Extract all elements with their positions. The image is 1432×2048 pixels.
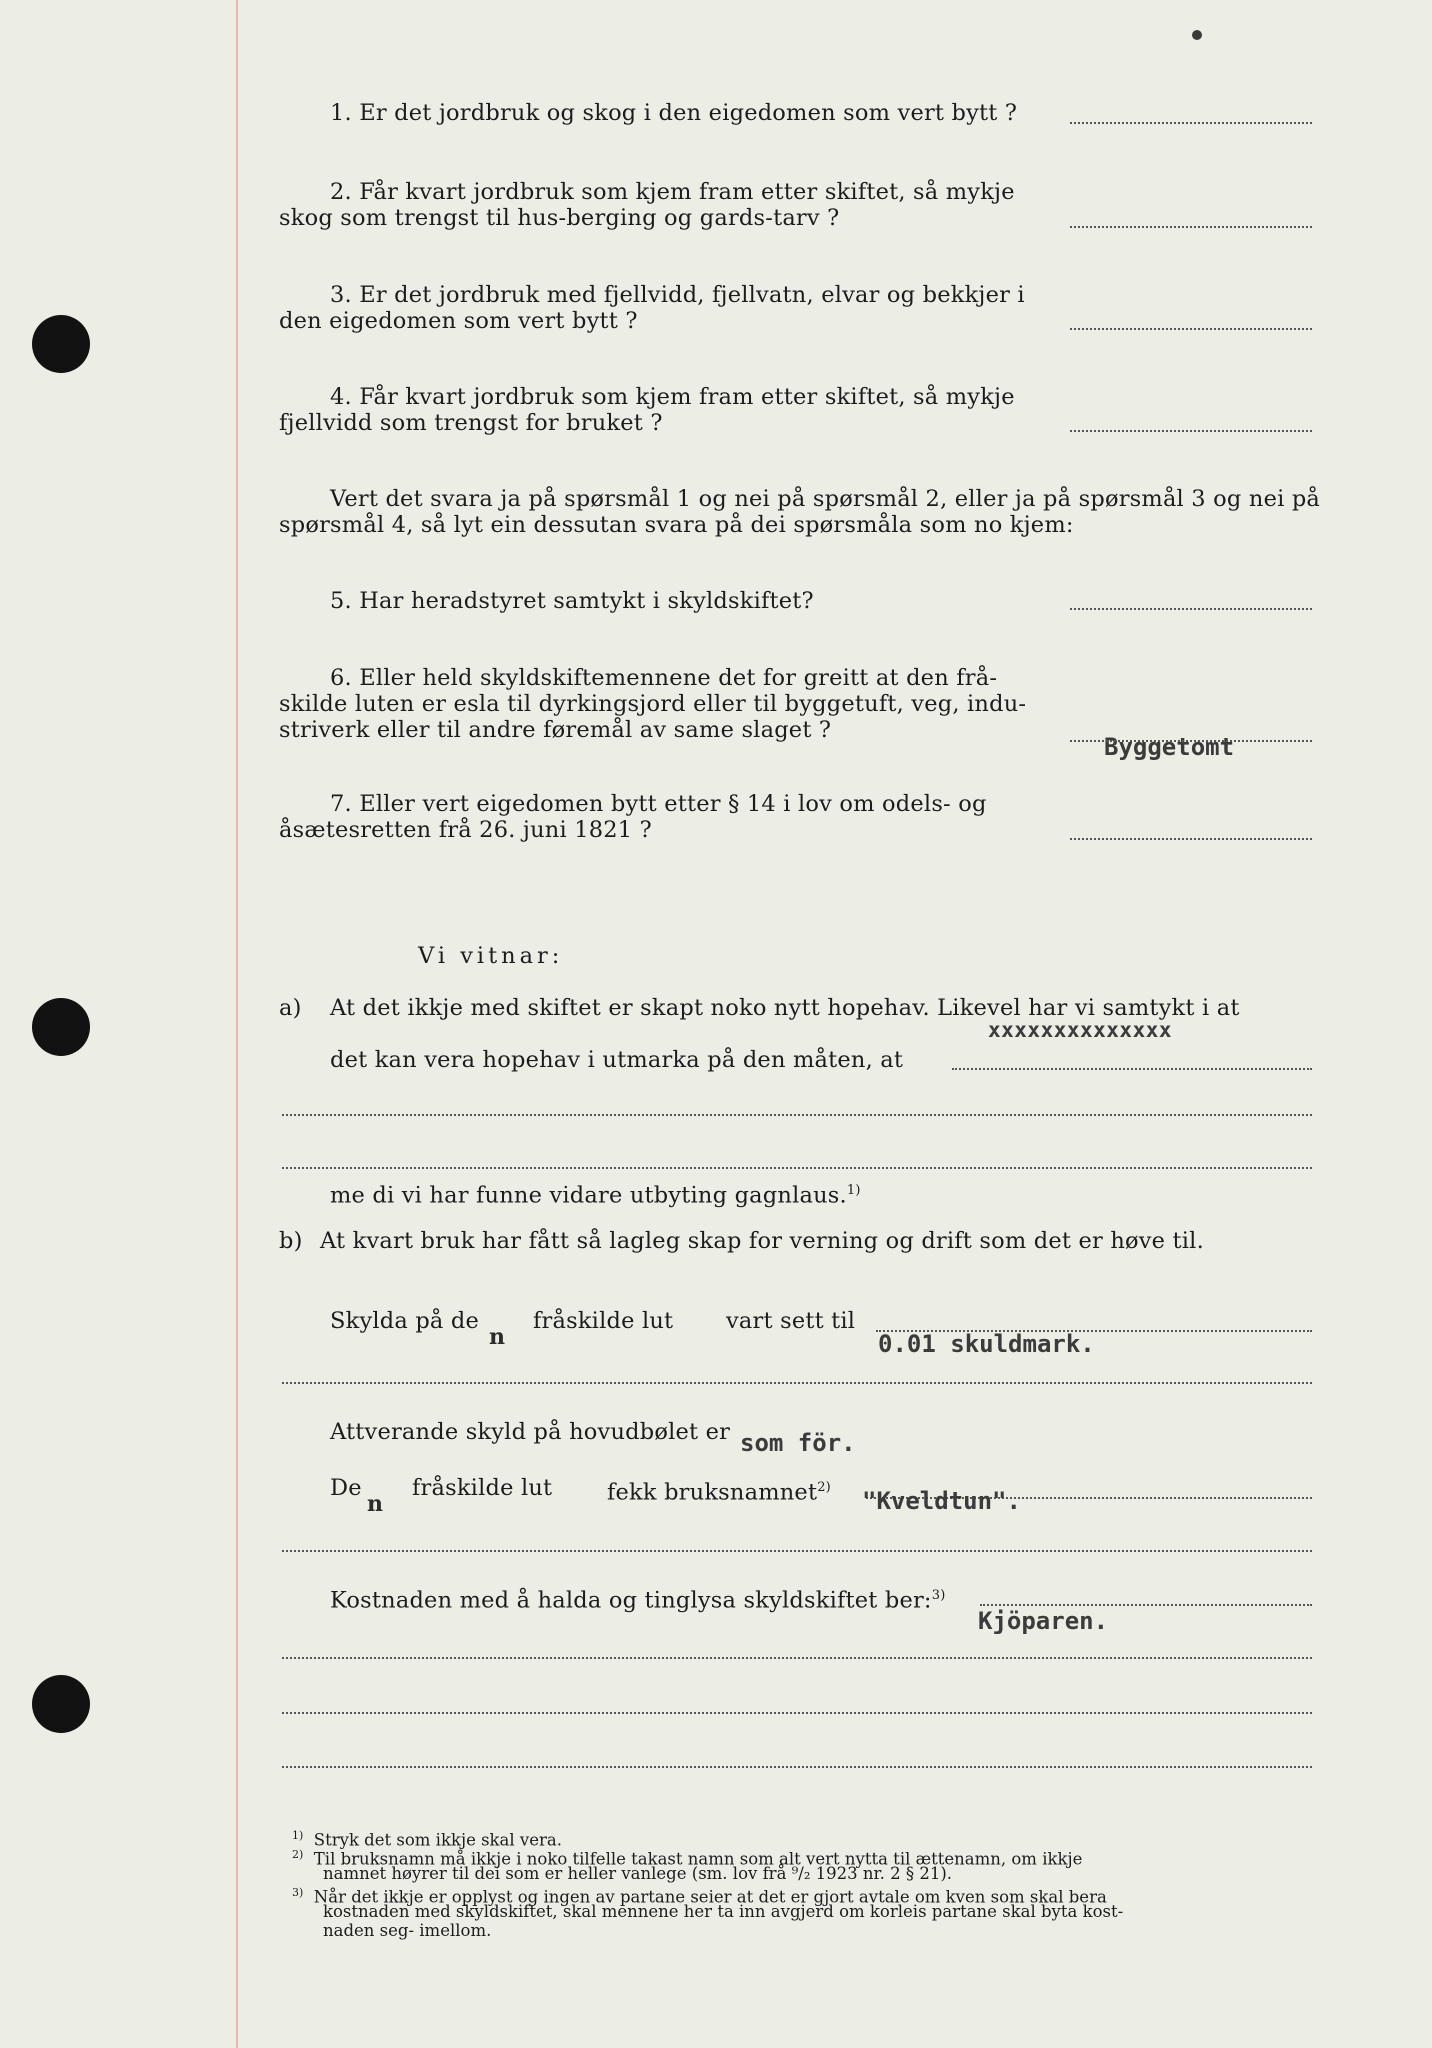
- bruksnamn-label-post-text: fekk bruksnamnet: [607, 1479, 818, 1506]
- footnote-3-text-1: Når det ikkje er opplyst og ingen av partane seier at det er gjort avtale om kven som skal bera: [313, 1887, 1107, 1907]
- answer-line-q1[interactable]: [1070, 122, 1312, 124]
- bruksnamn-label-pre: De: [330, 1475, 362, 1501]
- fill-line-bruksnamn-2[interactable]: [282, 1550, 1312, 1552]
- question-6-line-3: striverk eller til andre føremål av same slaget ?: [279, 717, 832, 743]
- answer-q6-value: Byggetomt: [1104, 733, 1235, 761]
- punch-hole-bottom: [32, 1675, 90, 1733]
- ink-speck: [1192, 30, 1202, 40]
- skylda-label-mid: fråskilde lut: [533, 1308, 674, 1334]
- fill-line-kostnad-3[interactable]: [282, 1712, 1312, 1714]
- witness-b-label: b): [279, 1228, 303, 1254]
- question-2-line-2: skog som trengst til hus-berging og gards-tarv ?: [279, 205, 840, 231]
- footnote-3-line-3: naden seg- imellom.: [323, 1921, 492, 1940]
- footnote-2-mark: 2): [292, 1848, 304, 1861]
- answer-line-q6[interactable]: [1070, 740, 1312, 742]
- skylda-label-post: vart sett til: [726, 1308, 856, 1334]
- answer-line-q3[interactable]: [1070, 328, 1312, 330]
- answer-line-q5[interactable]: [1070, 608, 1312, 610]
- fill-line-kostnad[interactable]: [980, 1604, 1312, 1606]
- question-7-line-2: åsætesretten frå 26. juni 1821 ?: [279, 817, 652, 843]
- answer-line-q4[interactable]: [1070, 430, 1312, 432]
- witness-a-line-3: [330, 1178, 861, 1209]
- kostnad-label: [330, 1583, 945, 1614]
- footnote-1-mark: 1): [292, 1829, 304, 1842]
- fill-line-hopehav-1[interactable]: [952, 1068, 1312, 1070]
- fill-line-hopehav-2[interactable]: [282, 1114, 1312, 1116]
- witness-b-line-1: At kvart bruk har fått så lagleg skap for verning og drift som det er høve til.: [320, 1228, 1204, 1254]
- intro-line-2: spørsmål 4, så lyt ein dessutan svara på dei spørsmåla som no kjem:: [279, 512, 1074, 538]
- question-6-line-2: skilde luten er esla til dyrkingsjord eller til byggetuft, veg, indu-: [279, 691, 1027, 717]
- fill-line-hopehav-3[interactable]: [282, 1167, 1312, 1169]
- fill-line-kostnad-4[interactable]: [282, 1766, 1312, 1768]
- answer-line-q2[interactable]: [1070, 226, 1312, 228]
- footnote-ref-3: 3): [931, 1588, 946, 1603]
- footnote-1-text: Stryk det som ikkje skal vera.: [313, 1830, 562, 1850]
- question-4-line-2: fjellvidd som trengst for bruket ?: [279, 410, 663, 436]
- question-4-line-1: 4. Får kvart jordbruk som kjem fram etter skiftet, så mykje: [330, 384, 1015, 410]
- witness-a-line-2: det kan vera hopehav i utmarka på den måten, at: [330, 1047, 904, 1073]
- fill-line-skylda-2[interactable]: [282, 1382, 1312, 1384]
- question-1: 1. Er det jordbruk og skog i den eigedomen som vert bytt ?: [330, 100, 1018, 126]
- footnote-ref-1: 1): [846, 1183, 861, 1198]
- question-3-line-2: den eigedomen som vert bytt ?: [279, 308, 638, 334]
- intro-line-1: Vert det svara ja på spørsmål 1 og nei på spørsmål 2, eller ja på spørsmål 3 og nei på: [330, 486, 1321, 512]
- bruksnamn-label-post: [607, 1475, 831, 1506]
- skylda-n-handwritten: n: [489, 1324, 505, 1350]
- margin-rule: [236, 0, 238, 2048]
- question-3-line-1: 3. Er det jordbruk med fjellvidd, fjellvatn, elvar og bekkjer i: [330, 282, 1025, 308]
- question-5: 5. Har heradstyret samtykt i skyldskiftet?: [330, 588, 814, 614]
- footnote-2-line-2: namnet høyrer til dei som er heller vanlege (sm. lov frå ⁹/₂ 1923 nr. 2 § 21).: [323, 1864, 953, 1883]
- footnote-3-mark: 3): [292, 1886, 304, 1899]
- witness-a-line-1: At det ikkje med skiftet er skapt noko nytt hopehav. Likevel har vi samtykt i at: [330, 995, 1240, 1021]
- footnote-2-text-1: Til bruksnamn må ikkje i noko tilfelle takast namn som alt vert nytta til ættenamn, om ikkje: [313, 1849, 1083, 1869]
- question-7-line-1: 7. Eller vert eigedomen bytt etter § 14 i lov om odels- og: [330, 791, 987, 817]
- attverande-label: Attverande skyld på hovudbølet er: [330, 1419, 731, 1445]
- kostnad-label-text: Kostnaden med å halda og tinglysa skyldskiftet ber:: [330, 1587, 932, 1614]
- struck-out-text: xxxxxxxxxxxxxx: [988, 1018, 1173, 1042]
- bruksnamn-label-mid: fråskilde lut: [412, 1475, 553, 1501]
- punch-hole-middle: [32, 998, 90, 1056]
- witness-a-label: a): [279, 995, 302, 1021]
- bruksnamn-n-handwritten: n: [367, 1491, 383, 1517]
- witness-a-line-3-text: me di vi har funne vidare utbyting gagnlaus.: [330, 1182, 847, 1209]
- bruksnamn-value: "Kveldtun".: [862, 1487, 1021, 1515]
- answer-line-q7[interactable]: [1070, 838, 1312, 840]
- skylda-value: 0.01 skuldmark.: [878, 1330, 1095, 1358]
- kostnad-value: Kjöparen.: [978, 1607, 1109, 1635]
- skylda-label-pre: Skylda på de: [330, 1308, 480, 1334]
- witness-heading: Vi vitnar:: [418, 943, 564, 969]
- punch-hole-top: [32, 315, 90, 373]
- footnote-ref-2: 2): [817, 1480, 831, 1495]
- question-6-line-1: 6. Eller held skyldskiftemennene det for greitt at den frå-: [330, 665, 998, 691]
- question-2-line-1: 2. Får kvart jordbruk som kjem fram etter skiftet, så mykje: [330, 179, 1015, 205]
- fill-line-kostnad-2[interactable]: [282, 1657, 1312, 1659]
- footnote-3-line-2: kostnaden med skyldskiftet, skal mennene her ta inn avgjerd om korleis partane skal byta kost-: [323, 1902, 1124, 1921]
- attverande-value: som för.: [740, 1429, 856, 1457]
